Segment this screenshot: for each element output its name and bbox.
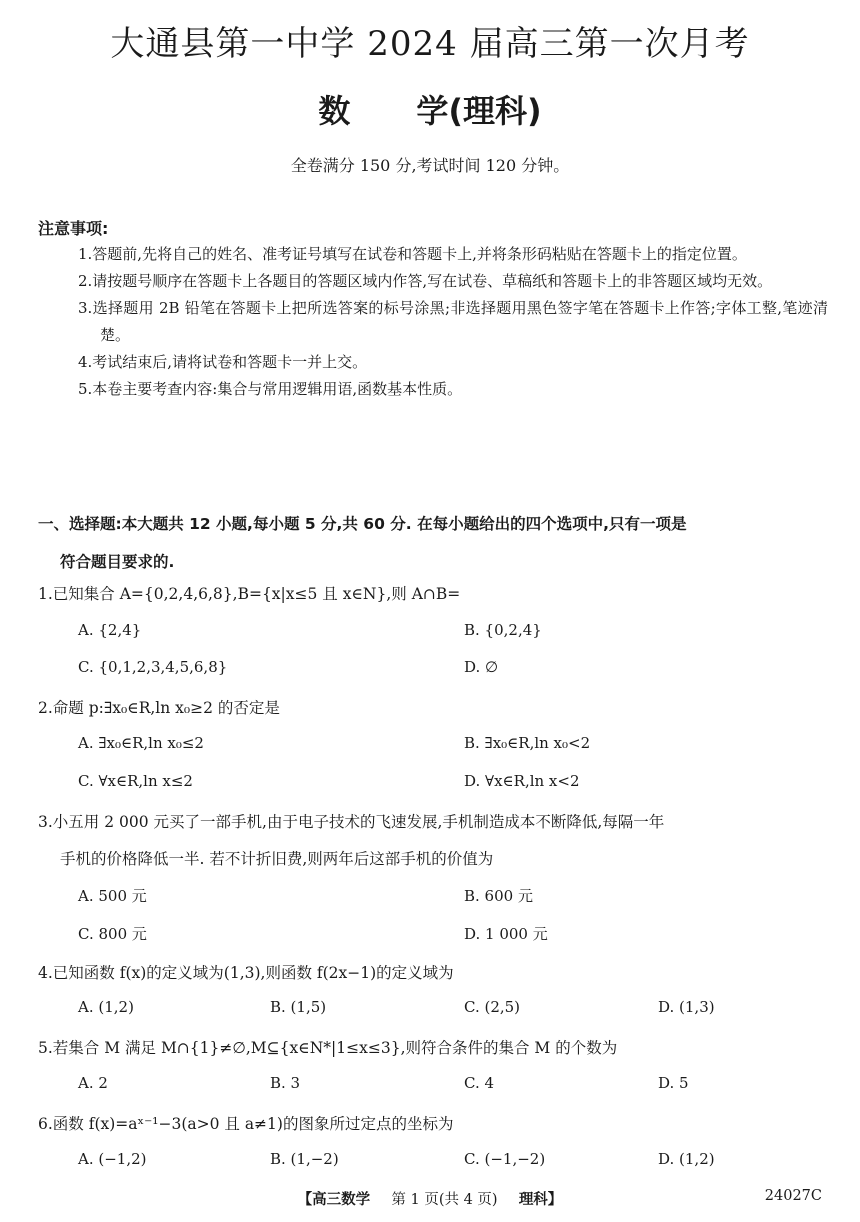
question-4-option-b: B. (1,5) (270, 998, 327, 1016)
notice-item: 2.请按题号顺序在答题卡上各题目的答题区域内作答,写在试卷、草稿纸和答题卡上的非答题区域均无效。 (78, 272, 773, 290)
section-heading (38, 505, 828, 581)
question-3-option-d: D. 1 000 元 (464, 925, 548, 943)
notice-item: 5.本卷主要考查内容:集合与常用逻辑用语,函数基本性质。 (78, 380, 463, 398)
question-2-option-d: D. ∀x∈R,ln x<2 (464, 772, 580, 790)
notice-list (78, 241, 828, 403)
notice-item: 1.答题前,先将自己的姓名、准考证号填写在试卷和答题卡上,并将条形码粘贴在答题卡上的指定位置。 (78, 245, 747, 263)
section-line-1: 一、选择题:本大题共 12 小题,每小题 5 分,共 60 分. 在每小题给出的四个选项中,只有一项是 (38, 515, 687, 533)
paper-code: 24027C (764, 1188, 822, 1204)
footer-label: 【高三数学 (297, 1192, 371, 1208)
notice-title: 注意事项: (38, 219, 109, 238)
question-3-option-b: B. 600 元 (464, 887, 533, 905)
question-5-stem: 5.若集合 M 满足 M∩{1}≠∅,M⊆{x∈N*|1≤x≤3},则符合条件的集合 M 的个数为 (38, 1039, 618, 1057)
exam-info: 全卷满分 150 分,考试时间 120 分钟。 (290, 156, 570, 175)
section-line-2: 符合题目要求的. (60, 553, 175, 571)
question-5-option-c: C. 4 (464, 1074, 495, 1092)
exam-title: 大通县第一中学 2024 届高三第一次月考 (110, 24, 750, 64)
subject-right: 学(理科) (416, 92, 542, 130)
question-1-stem: 1.已知集合 A={0,2,4,6,8},B={x|x≤5 且 x∈N},则 A∩B= (38, 585, 461, 603)
question-3-option-a: A. 500 元 (78, 887, 147, 905)
question-5-option-b: B. 3 (270, 1074, 301, 1092)
question-3-stem-continued: 手机的价格降低一半. 若不计折旧费,则两年后这部手机的价值为 (60, 850, 494, 868)
question-2-option-a: A. ∃x₀∈R,ln x₀≤2 (78, 734, 204, 752)
question-6-option-a: A. (−1,2) (78, 1150, 147, 1168)
question-4-option-c: C. (2,5) (464, 998, 521, 1016)
question-2-stem: 2.命题 p:∃x₀∈R,ln x₀≥2 的否定是 (38, 699, 280, 717)
question-1-option-d: D. ∅ (464, 658, 499, 676)
notice-item: 4.考试结束后,请将试卷和答题卡一并上交。 (78, 353, 368, 371)
question-3-option-c: C. 800 元 (78, 925, 147, 943)
page-footer (0, 1188, 860, 1209)
question-1-option-a: A. {2,4} (78, 621, 142, 639)
question-2-option-b: B. ∃x₀∈R,ln x₀<2 (464, 734, 591, 752)
question-4-stem: 4.已知函数 f(x)的定义域为(1,3),则函数 f(2x−1)的定义域为 (38, 964, 454, 982)
question-4-option-d: D. (1,3) (658, 998, 715, 1016)
footer-subject: 理科】 (518, 1192, 563, 1208)
question-6-option-c: C. (−1,−2) (464, 1150, 546, 1168)
subject-heading (0, 86, 860, 132)
question-3-stem: 3.小五用 2 000 元买了一部手机,由于电子技术的飞速发展,手机制造成本不断降低,每隔一年 (38, 813, 665, 831)
question-6-stem: 6.函数 f(x)=aˣ⁻¹−3(a>0 且 a≠1)的图象所过定点的坐标为 (38, 1115, 454, 1133)
question-1-option-c: C. {0,1,2,3,4,5,6,8} (78, 658, 228, 676)
question-6-option-b: B. (1,−2) (270, 1150, 339, 1168)
question-1-option-b: B. {0,2,4} (464, 621, 542, 639)
question-6-option-d: D. (1,2) (658, 1150, 715, 1168)
question-5-option-a: A. 2 (78, 1074, 108, 1092)
question-4-option-a: A. (1,2) (78, 998, 134, 1016)
question-2-option-c: C. ∀x∈R,ln x≤2 (78, 772, 193, 790)
subject-left: 数 (318, 92, 351, 130)
notice-item: 3.选择题用 2B 铅笔在答题卡上把所选答案的标号涂黑;非选择题用黑色签字笔在答题卡上作答;字体工整,笔迹清楚。 (78, 299, 828, 344)
question-5-option-d: D. 5 (658, 1074, 689, 1092)
footer-page-number: 第 1 页(共 4 页) (391, 1192, 498, 1208)
